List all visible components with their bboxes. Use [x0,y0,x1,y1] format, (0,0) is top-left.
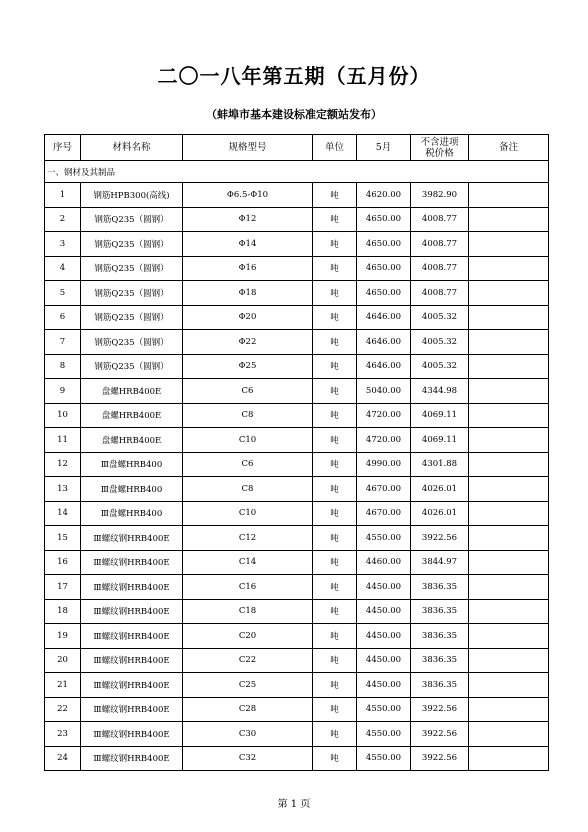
row-index: 16 [45,550,81,575]
row-remark [469,550,549,575]
row-material-name: Ⅲ螺纹钢HRB400E [81,722,183,747]
row-material-name: Ⅲ螺纹钢HRB400E [81,673,183,698]
row-remark [469,281,549,306]
row-price-net: 3836.35 [411,599,469,624]
row-price-may: 5040.00 [357,379,411,404]
row-remark [469,722,549,747]
row-price-net: 3982.90 [411,183,469,208]
row-price-may: 4646.00 [357,305,411,330]
row-index: 11 [45,428,81,453]
row-price-may: 4650.00 [357,256,411,281]
header-spec: 规格型号 [183,135,313,161]
row-remark [469,624,549,649]
row-material-name: Ⅲ螺纹钢HRB400E [81,550,183,575]
row-remark [469,599,549,624]
row-index: 24 [45,746,81,771]
row-spec: Φ14 [183,232,313,257]
row-unit: 吨 [313,501,357,526]
document-title: 二〇一八年第五期（五月份） [157,64,431,88]
row-material-name: 盘螺HRB400E [81,403,183,428]
row-unit: 吨 [313,624,357,649]
row-spec: C20 [183,624,313,649]
row-index: 9 [45,379,81,404]
row-unit: 吨 [313,746,357,771]
table-row [45,428,549,453]
table-body [45,161,549,771]
row-unit: 吨 [313,354,357,379]
row-material-name: Ⅲ盘螺HRB400 [81,452,183,477]
row-index: 10 [45,403,81,428]
row-spec: C22 [183,648,313,673]
row-remark [469,354,549,379]
row-spec: C14 [183,550,313,575]
row-unit: 吨 [313,305,357,330]
row-material-name: 钢筋Q235（圆钢） [81,207,183,232]
row-unit: 吨 [313,330,357,355]
row-price-net: 4005.32 [411,354,469,379]
table-row [45,575,549,600]
table-row [45,232,549,257]
row-index: 17 [45,575,81,600]
row-index: 6 [45,305,81,330]
row-price-net: 4069.11 [411,428,469,453]
row-material-name: 钢筋Q235（圆钢） [81,354,183,379]
row-price-net: 4069.11 [411,403,469,428]
table-row [45,746,549,771]
row-material-name: Ⅲ螺纹钢HRB400E [81,526,183,551]
row-price-net: 3922.56 [411,697,469,722]
table-row [45,330,549,355]
table-row [45,697,549,722]
row-material-name: Ⅲ螺纹钢HRB400E [81,599,183,624]
row-unit: 吨 [313,183,357,208]
row-price-net: 4344.98 [411,379,469,404]
row-price-may: 4990.00 [357,452,411,477]
row-unit: 吨 [313,428,357,453]
row-price-net: 3922.56 [411,746,469,771]
row-price-may: 4450.00 [357,673,411,698]
table-row [45,403,549,428]
row-material-name: 盘螺HRB400E [81,428,183,453]
row-price-net: 4008.77 [411,232,469,257]
row-spec: C28 [183,697,313,722]
row-price-may: 4450.00 [357,575,411,600]
row-price-net: 4026.01 [411,477,469,502]
row-material-name: Ⅲ螺纹钢HRB400E [81,624,183,649]
row-price-net: 4301.88 [411,452,469,477]
row-price-may: 4720.00 [357,428,411,453]
row-price-may: 4670.00 [357,477,411,502]
row-price-may: 4550.00 [357,526,411,551]
row-index: 23 [45,722,81,747]
row-price-may: 4450.00 [357,624,411,649]
table-row [45,501,549,526]
table-row [45,183,549,208]
table-header-row [45,135,549,161]
row-price-may: 4620.00 [357,183,411,208]
row-price-net: 3922.56 [411,526,469,551]
table-row [45,281,549,306]
row-price-net: 3836.35 [411,673,469,698]
row-price-may: 4550.00 [357,746,411,771]
row-price-net: 4008.77 [411,207,469,232]
row-price-may: 4550.00 [357,722,411,747]
row-spec: Φ18 [183,281,313,306]
row-remark [469,697,549,722]
row-index: 21 [45,673,81,698]
row-spec: C16 [183,575,313,600]
row-material-name: Ⅲ螺纹钢HRB400E [81,575,183,600]
row-material-name: Ⅲ螺纹钢HRB400E [81,697,183,722]
row-material-name: 钢筋Q235（圆钢） [81,305,183,330]
row-material-name: Ⅲ螺纹钢HRB400E [81,746,183,771]
row-remark [469,501,549,526]
header-remark: 备注 [469,135,549,161]
table-row [45,477,549,502]
row-spec: Φ6.5-Φ10 [183,183,313,208]
row-remark [469,305,549,330]
row-price-may: 4650.00 [357,207,411,232]
row-price-may: 4460.00 [357,550,411,575]
row-index: 4 [45,256,81,281]
row-remark [469,232,549,257]
row-index: 8 [45,354,81,379]
row-price-may: 4450.00 [357,599,411,624]
row-remark [469,183,549,208]
row-unit: 吨 [313,232,357,257]
row-remark [469,379,549,404]
row-price-net: 3836.35 [411,575,469,600]
row-index: 13 [45,477,81,502]
row-unit: 吨 [313,256,357,281]
table-row [45,599,549,624]
row-material-name: Ⅲ盘螺HRB400 [81,501,183,526]
row-spec: Φ25 [183,354,313,379]
row-spec: C8 [183,477,313,502]
row-material-name: 钢筋Q235（圆钢） [81,281,183,306]
row-unit: 吨 [313,403,357,428]
row-price-net: 3836.35 [411,648,469,673]
table-row [45,305,549,330]
row-spec: C25 [183,673,313,698]
row-spec: C32 [183,746,313,771]
row-index: 1 [45,183,81,208]
row-price-net: 4005.32 [411,330,469,355]
row-remark [469,256,549,281]
row-remark [469,207,549,232]
table-row [45,379,549,404]
row-unit: 吨 [313,648,357,673]
row-price-may: 4550.00 [357,697,411,722]
row-price-may: 4646.00 [357,330,411,355]
table-row [45,624,549,649]
row-index: 2 [45,207,81,232]
row-unit: 吨 [313,207,357,232]
row-index: 14 [45,501,81,526]
header-index: 序号 [45,135,81,161]
header-month: 5月 [357,135,411,161]
row-unit: 吨 [313,526,357,551]
row-price-net: 4008.77 [411,281,469,306]
row-price-may: 4646.00 [357,354,411,379]
table-row [45,526,549,551]
table-row [45,256,549,281]
row-remark [469,526,549,551]
table-row [45,354,549,379]
header-unit: 单位 [313,135,357,161]
row-price-net: 3844.97 [411,550,469,575]
row-unit: 吨 [313,697,357,722]
row-spec: C6 [183,379,313,404]
table-row [45,207,549,232]
row-price-may: 4650.00 [357,281,411,306]
row-index: 22 [45,697,81,722]
row-spec: C8 [183,403,313,428]
row-remark [469,477,549,502]
row-unit: 吨 [313,281,357,306]
row-index: 7 [45,330,81,355]
table-row [45,452,549,477]
row-unit: 吨 [313,599,357,624]
row-spec: C6 [183,452,313,477]
category-label: 一、钢材及其制品 [45,161,549,183]
row-material-name: 钢筋Q235（圆钢） [81,256,183,281]
row-remark [469,330,549,355]
row-price-net: 4026.01 [411,501,469,526]
row-material-name: 钢筋Q235（圆钢） [81,330,183,355]
row-remark [469,746,549,771]
row-spec: Φ20 [183,305,313,330]
row-price-net: 3922.56 [411,722,469,747]
row-material-name: 钢筋Q235（圆钢） [81,232,183,257]
row-remark [469,575,549,600]
row-spec: Φ16 [183,256,313,281]
table-row [45,673,549,698]
row-unit: 吨 [313,722,357,747]
row-unit: 吨 [313,575,357,600]
table-row [45,722,549,747]
document-subtitle: （蚌埠市基本建设标准定额站发布） [206,108,382,121]
table-row [45,550,549,575]
row-spec: C10 [183,501,313,526]
category-row [45,161,549,183]
row-spec: Φ22 [183,330,313,355]
row-remark [469,403,549,428]
header-name: 材料名称 [81,135,183,161]
row-remark [469,428,549,453]
row-spec: Φ12 [183,207,313,232]
row-unit: 吨 [313,673,357,698]
price-table [44,134,549,771]
row-price-may: 4720.00 [357,403,411,428]
row-spec: C10 [183,428,313,453]
row-index: 3 [45,232,81,257]
table-row [45,648,549,673]
row-unit: 吨 [313,477,357,502]
row-unit: 吨 [313,550,357,575]
row-spec: C12 [183,526,313,551]
row-spec: C18 [183,599,313,624]
header-tax-excluded: 不含进项 税价格 [411,135,469,161]
row-remark [469,452,549,477]
row-price-net: 4008.77 [411,256,469,281]
row-index: 18 [45,599,81,624]
row-material-name: Ⅲ盘螺HRB400 [81,477,183,502]
row-price-may: 4650.00 [357,232,411,257]
row-material-name: 盘螺HRB400E [81,379,183,404]
row-price-may: 4670.00 [357,501,411,526]
row-unit: 吨 [313,379,357,404]
row-price-net: 4005.32 [411,305,469,330]
row-index: 20 [45,648,81,673]
row-material-name: Ⅲ螺纹钢HRB400E [81,648,183,673]
row-index: 12 [45,452,81,477]
row-unit: 吨 [313,452,357,477]
row-price-may: 4450.00 [357,648,411,673]
row-index: 19 [45,624,81,649]
row-index: 5 [45,281,81,306]
row-index: 15 [45,526,81,551]
page-number: 第 1 页 [277,799,311,810]
row-material-name: 钢筋HPB300(高线) [81,183,183,208]
row-remark [469,648,549,673]
row-spec: C30 [183,722,313,747]
row-remark [469,673,549,698]
row-price-net: 3836.35 [411,624,469,649]
